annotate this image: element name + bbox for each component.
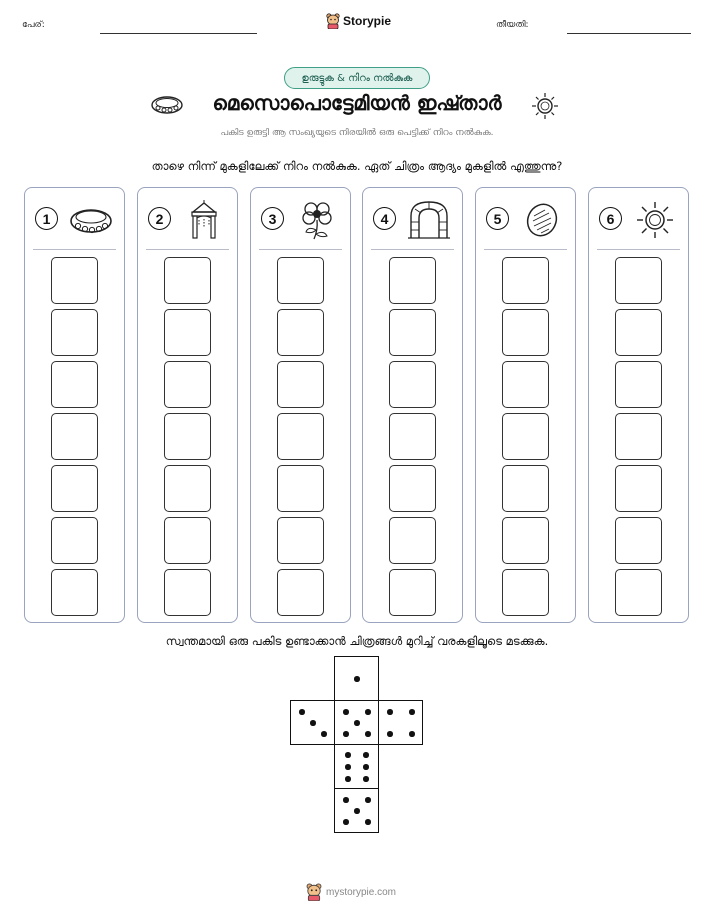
footer <box>306 883 396 901</box>
color-box[interactable] <box>164 569 211 616</box>
subtitle: പകിട ഉരുട്ടി ആ സംഖ്യയുടെ നിരയിൽ ഒരു പെട്ടിക്ക് നിറം നൽകുക. <box>220 128 494 138</box>
color-box[interactable] <box>277 413 324 460</box>
dice-face-3[interactable] <box>290 700 335 745</box>
shrine-icon <box>181 200 227 240</box>
column-number: 2 <box>148 207 171 230</box>
sun-icon <box>632 200 678 240</box>
column-4 <box>362 187 463 623</box>
clay-tablet-icon <box>519 200 565 240</box>
color-box[interactable] <box>502 517 549 564</box>
poppy-flower-icon <box>294 200 340 240</box>
color-box[interactable] <box>502 309 549 356</box>
color-box[interactable] <box>389 309 436 356</box>
color-box[interactable] <box>51 361 98 408</box>
column-number: 5 <box>486 207 509 230</box>
color-box[interactable] <box>277 517 324 564</box>
color-box[interactable] <box>51 309 98 356</box>
color-box[interactable] <box>51 257 98 304</box>
color-box[interactable] <box>277 309 324 356</box>
column-number: 6 <box>599 207 622 230</box>
bear-mascot-icon <box>306 883 322 901</box>
color-box[interactable] <box>502 569 549 616</box>
column-6 <box>588 187 689 623</box>
color-box[interactable] <box>51 413 98 460</box>
footer-url[interactable]: mystorypie.com <box>326 886 397 898</box>
name-line[interactable] <box>100 33 257 34</box>
bear-mascot-icon <box>326 13 340 29</box>
color-box[interactable] <box>615 309 662 356</box>
color-box[interactable] <box>277 361 324 408</box>
column-2 <box>137 187 238 623</box>
color-box[interactable] <box>615 361 662 408</box>
page-title: മെസൊപൊട്ടേമിയൻ ഇഷ്താർ <box>212 91 502 115</box>
dice-face-6[interactable] <box>334 744 379 789</box>
color-box[interactable] <box>164 465 211 512</box>
dice-face-5b[interactable] <box>334 788 379 833</box>
column-number: 3 <box>261 207 284 230</box>
sun-icon <box>530 92 560 120</box>
color-box[interactable] <box>277 257 324 304</box>
activity-badge: ഉരുട്ടുക & നിറം നൽകുക <box>284 67 430 89</box>
instruction-text: താഴെ നിന്ന് മുകളിലേക്ക് നിറം നൽകുക. ഏത് ചിത്രം ആദ്യം മുകളിൽ എത്തുന്നു? <box>151 159 563 173</box>
color-box[interactable] <box>502 465 549 512</box>
color-box[interactable] <box>164 517 211 564</box>
color-box[interactable] <box>615 465 662 512</box>
dice-face-4[interactable] <box>378 700 423 745</box>
bracelet-icon <box>68 200 114 240</box>
color-box[interactable] <box>389 413 436 460</box>
name-label: പേര്: <box>22 20 45 30</box>
color-box[interactable] <box>615 413 662 460</box>
dice-face-1[interactable] <box>334 656 379 701</box>
column-5 <box>475 187 576 623</box>
color-box[interactable] <box>502 361 549 408</box>
column-1 <box>24 187 125 623</box>
date-line[interactable] <box>567 33 691 34</box>
color-box[interactable] <box>389 257 436 304</box>
column-number: 1 <box>35 207 58 230</box>
color-box[interactable] <box>164 257 211 304</box>
color-box[interactable] <box>615 517 662 564</box>
brand-logo <box>326 13 391 29</box>
color-box[interactable] <box>51 465 98 512</box>
color-box[interactable] <box>164 413 211 460</box>
color-box[interactable] <box>51 517 98 564</box>
column-number: 4 <box>373 207 396 230</box>
color-box[interactable] <box>51 569 98 616</box>
color-box[interactable] <box>277 465 324 512</box>
net-instruction: സ്വന്തമായി ഒരു പകിട ഉണ്ടാക്കാൻ ചിത്രങ്ങൾ മുറിച്ച് വരകളിലൂടെ മടക്കുക. <box>165 634 549 648</box>
color-box[interactable] <box>502 413 549 460</box>
stone-arch-icon <box>406 200 452 240</box>
dice-face-5[interactable] <box>334 700 379 745</box>
color-box[interactable] <box>164 309 211 356</box>
date-label: തീയതി: <box>496 20 529 30</box>
color-box[interactable] <box>389 361 436 408</box>
color-box[interactable] <box>389 569 436 616</box>
color-box[interactable] <box>389 517 436 564</box>
column-3 <box>250 187 351 623</box>
color-box[interactable] <box>615 569 662 616</box>
color-box[interactable] <box>164 361 211 408</box>
color-box[interactable] <box>277 569 324 616</box>
color-box[interactable] <box>502 257 549 304</box>
color-box[interactable] <box>389 465 436 512</box>
color-box[interactable] <box>615 257 662 304</box>
brand-name: Storypie <box>343 14 392 28</box>
